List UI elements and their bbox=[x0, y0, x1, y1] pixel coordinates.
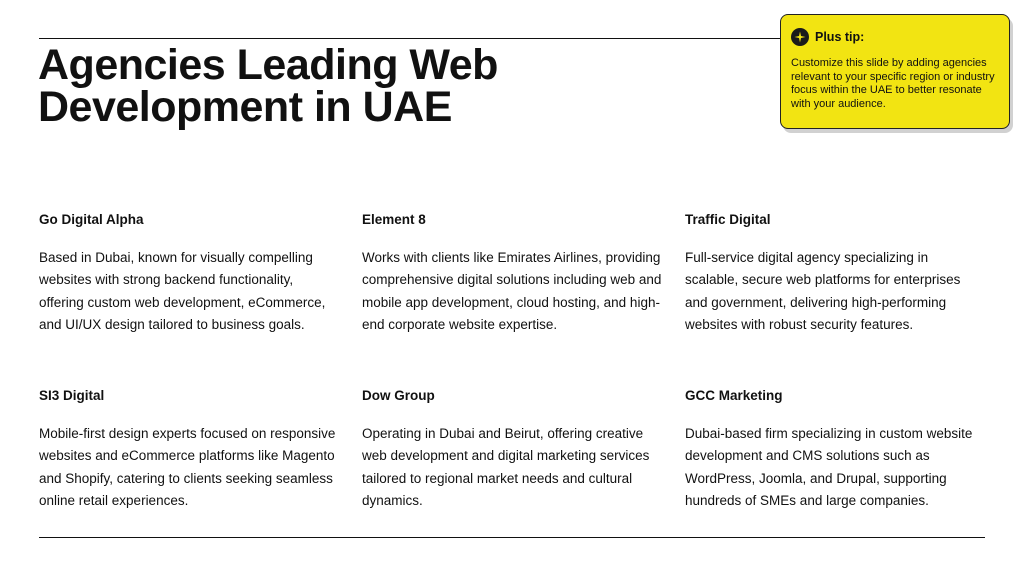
plus-tip-callout bbox=[780, 14, 1010, 129]
agency-card bbox=[39, 387, 339, 512]
agency-name: SI3 Digital bbox=[39, 388, 105, 403]
agency-name: GCC Marketing bbox=[685, 388, 783, 403]
agency-card bbox=[362, 387, 662, 512]
agency-card bbox=[685, 387, 985, 512]
agency-name: Go Digital Alpha bbox=[39, 212, 144, 227]
agency-description: Mobile-first design experts focused on responsive websites and eCommerce platforms like Magento and Shopify, catering to clients seeking seamless online retail experiences. bbox=[39, 426, 336, 508]
agency-card bbox=[39, 211, 339, 336]
tip-text: Customize this slide by adding agencies relevant to your specific region or industry focus within the UAE to better resonate with your audience. bbox=[791, 57, 995, 110]
agency-card bbox=[685, 211, 985, 336]
tip-header bbox=[791, 27, 999, 47]
sparkle-icon bbox=[791, 28, 809, 46]
agency-name: Element 8 bbox=[362, 212, 426, 227]
bottom-divider bbox=[39, 537, 985, 538]
agency-description: Operating in Dubai and Beirut, offering creative web development and digital marketing services tailored to regional market needs and cultural dynamics. bbox=[362, 426, 650, 508]
agency-description: Dubai-based firm specializing in custom website development and CMS solutions such as WordPress, Joomla, and Drupal, supporting hundreds of SMEs and large companies. bbox=[685, 426, 973, 508]
title-line-2: Development in UAE bbox=[38, 83, 452, 131]
top-divider bbox=[39, 38, 784, 39]
agency-name: Traffic Digital bbox=[685, 212, 771, 227]
agency-description: Works with clients like Emirates Airlines, providing comprehensive digital solutions including web and mobile app development, cloud hosting, and high-end corporate website expertise. bbox=[362, 250, 662, 332]
agency-card bbox=[362, 211, 662, 336]
tip-label: Plus tip: bbox=[815, 30, 865, 44]
agency-name: Dow Group bbox=[362, 388, 435, 403]
agency-description: Full-service digital agency specializing in scalable, secure web platforms for enterprises and government, delivering high-performing websites with robust security features. bbox=[685, 250, 961, 332]
page-title bbox=[38, 41, 738, 131]
agency-description: Based in Dubai, known for visually compelling websites with strong backend functionality, offering custom web development, eCommerce, and UI/UX design tailored to business goals. bbox=[39, 250, 326, 332]
title-line-1: Agencies Leading Web bbox=[38, 41, 498, 89]
